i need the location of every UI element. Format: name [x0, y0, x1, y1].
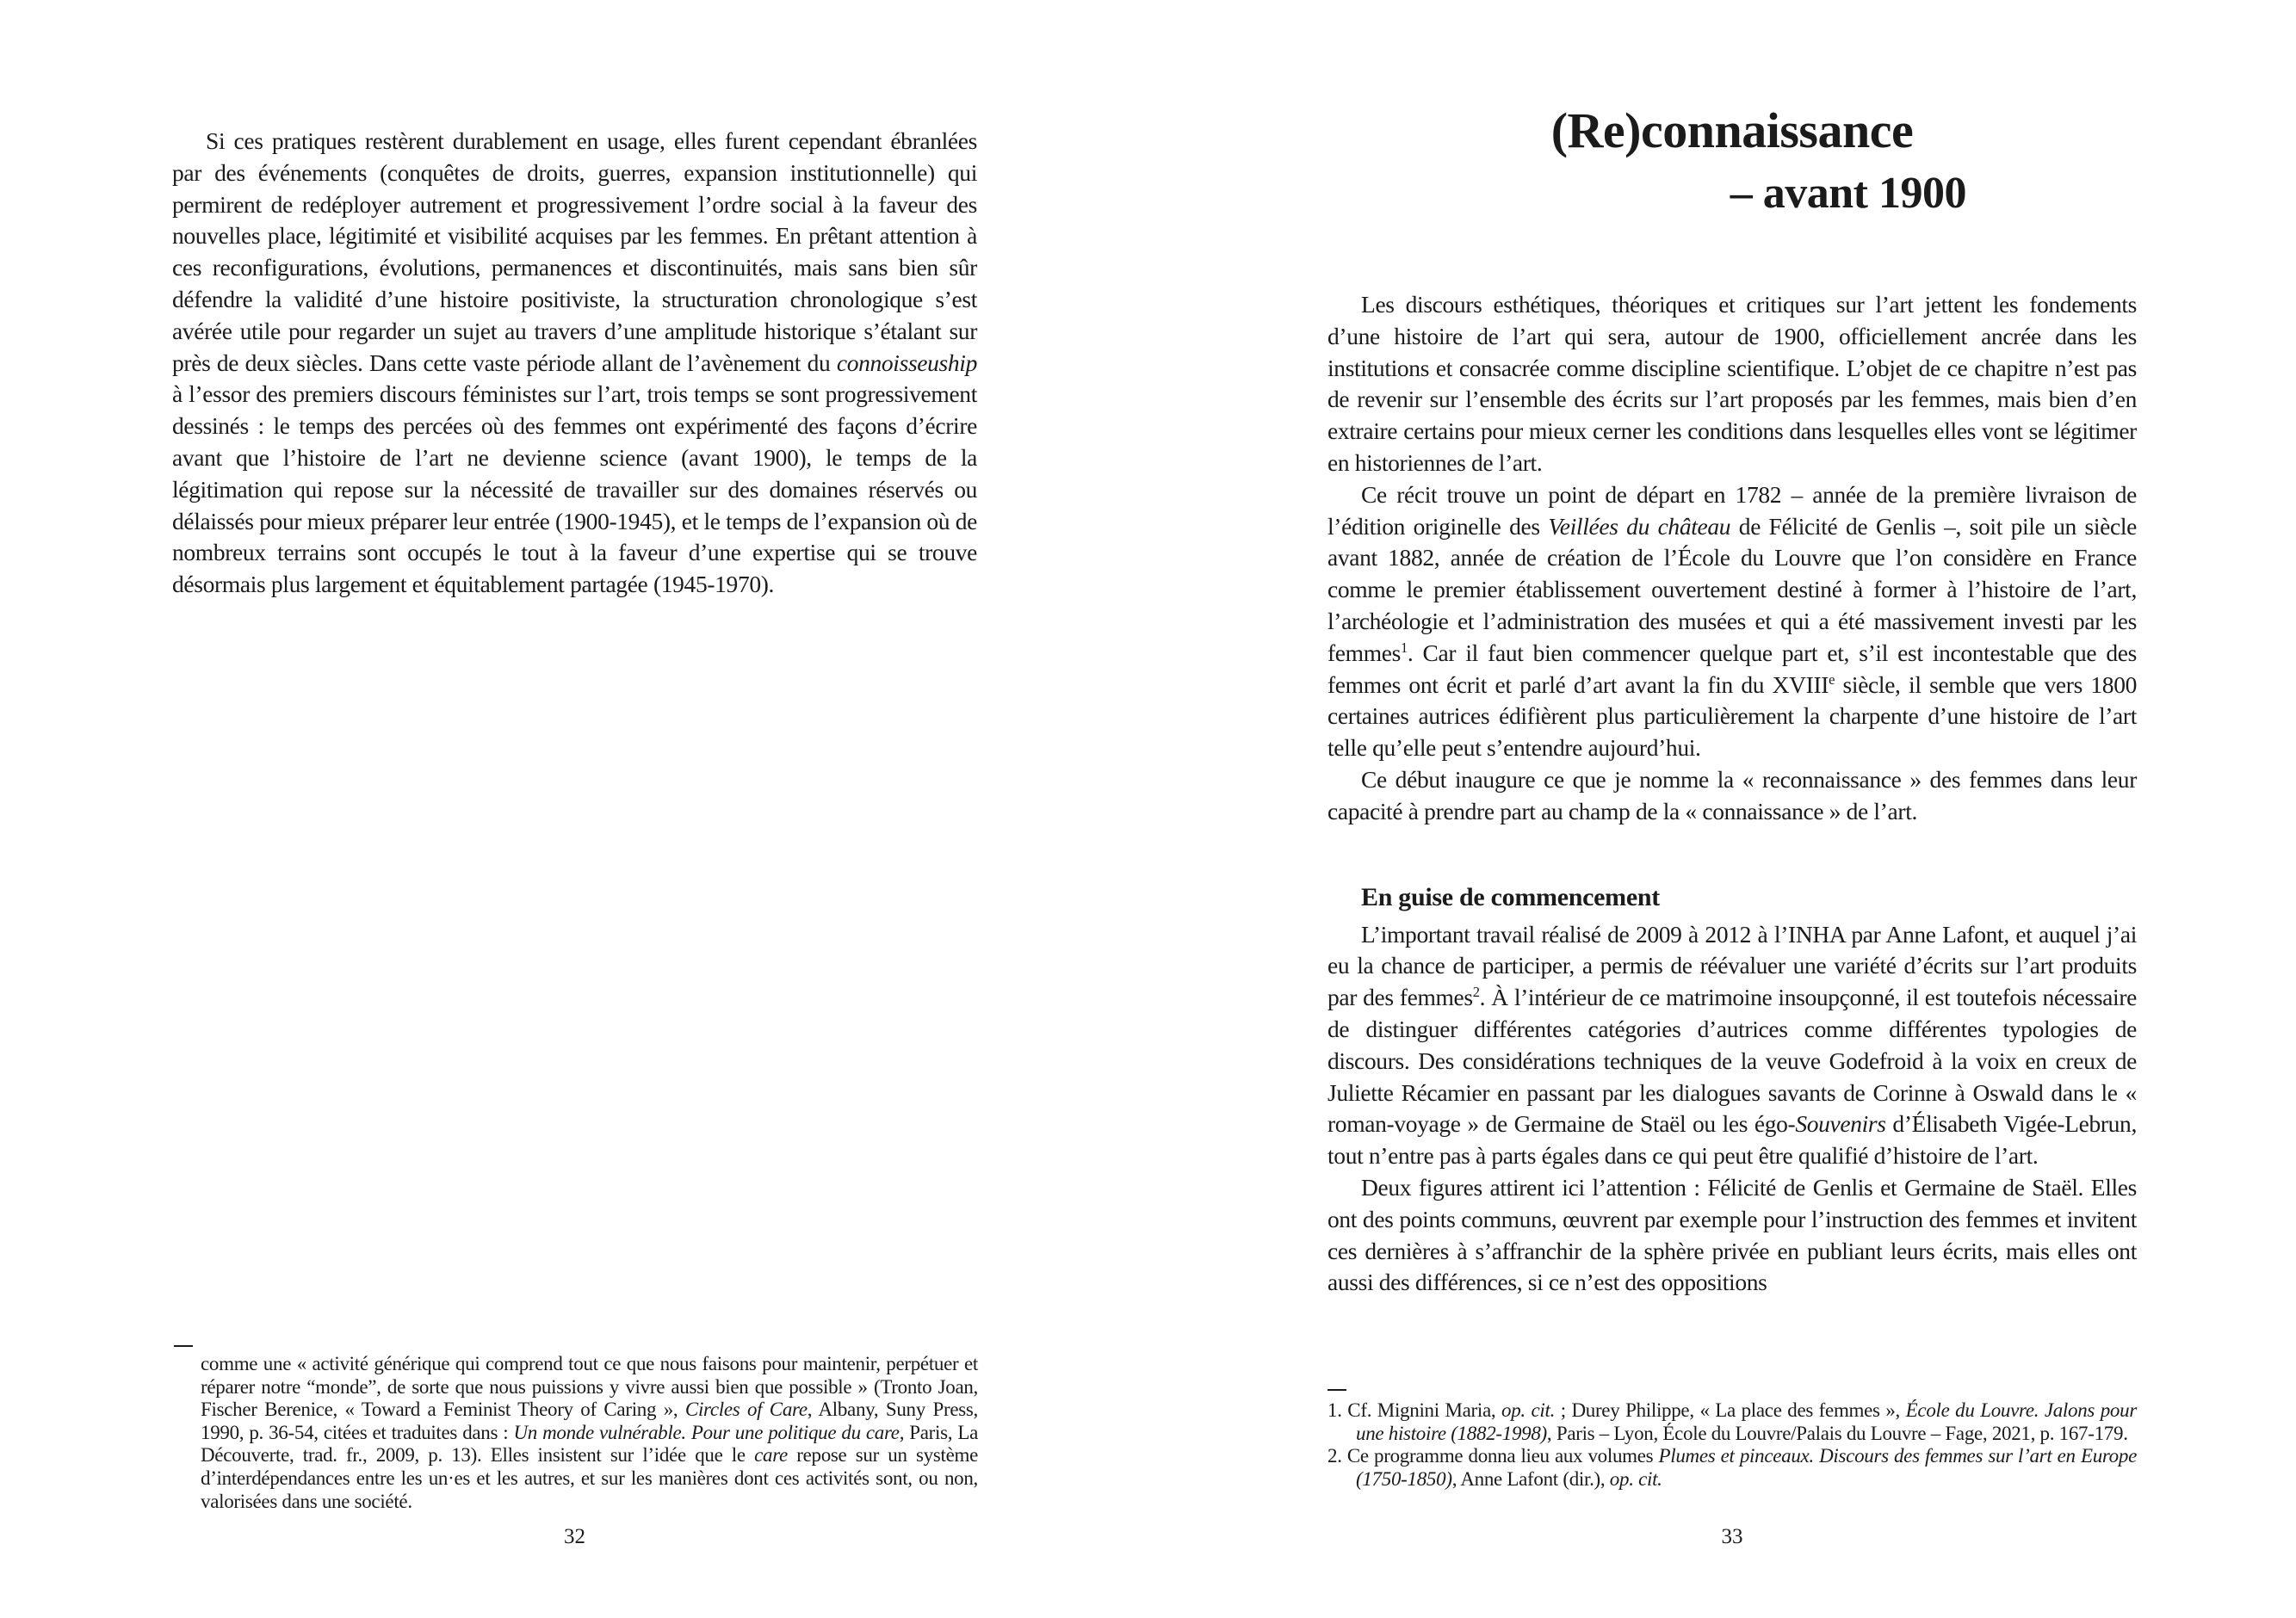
- footnote-2: 2. Ce programme donna lieu aux volumes Plumes et pinceaux. Discours des femmes sur l’art en Europe (1750-1850), Anne Lafont (dir.), op. cit.: [1327, 1445, 2137, 1490]
- body-paragraph: Ce début inaugure ce que je nomme la « reconnaissance » des femmes dans leur capacité à prendre part au champ de la « connaissance » de l’art.: [1327, 765, 2137, 824]
- left-page-body: [172, 126, 977, 601]
- footnotes-block: [1327, 1399, 2137, 1491]
- body-paragraph: Ce récit trouve un point de départ en 1782 – année de la première livraison de l’édition originelle des Veillées du château de Félicité de Genlis –, soit pile un siècle avant 1882, année de création de l’École du Louvre que l’on considère en France comme le premier établissement ouvertement destiné à former à l’histoire de l’art, l’archéologie et l’administration des musées et qui a été massivement investi par les femmes$^1$. Car il faut bien commencer quelque part et, s’il est incontestable que des femmes ont écrit et parlé d’art avant la fin du XVIIIe siècle, il semble que vers 1800 certaines autrices édifièrent plus particulièrement la charpente d’une histoire de l’art telle qu’elle peut s’entendre aujourd’hui.: [1327, 480, 2137, 762]
- footnote-continuation: comme une « activité générique qui comprend tout ce que nous faisons pour maintenir, perpétuer et réparer notre “monde”, de sorte que nous puissions y vivre aussi bien que possible » (Tronto Joan, Fischer Berenice, « Toward a Feminist Theory of Caring », Circles of Care, Albany, Suny Press, 1990, p. 36-54, citées et traduites dans : Un monde vulnérable. Pour une politique du care, Paris, La Découverte, trad. fr., 2009, p. 13). Elles insistent sur l’idée que le care repose sur un système d’interdépendances entre les un·es et les autres, et sur les manières dont ces activités sont, ou non, valorisées dans une société.: [201, 1353, 979, 1512]
- footnote-separator-left: [174, 1345, 193, 1347]
- footnote-1: 1. Cf. Mignini Maria, op. cit. ; Durey Philippe, « La place des femmes », École du Louvre. Jalons pour une histoire (1882-1998), Paris – Lyon, École du Louvre/Palais du Louvre – Fage, 2021, p. 167-179.: [1327, 1399, 2137, 1444]
- body-paragraph: Les discours esthétiques, théoriques et critiques sur l’art jettent les fondements d’une histoire de l’art qui sera, autour de 1900, officiellement ancrée dans les institutions et consacrée comme discipline scientifique. L’objet de ce chapitre n’est pas de revenir sur l’ensemble des écrits sur l’art proposés par les femmes, mais bien d’en extraire certains pour mieux cerner les conditions dans lesquelles elles vont se légitimer en historiennes de l’art.: [1327, 291, 2137, 476]
- chapter-title-line2: – avant 1900: [1730, 169, 1966, 218]
- page-number-left: 32: [564, 1525, 585, 1548]
- section-heading: En guise de commencement: [1361, 882, 1660, 911]
- body-paragraph: Deux figures attirent ici l’attention : Félicité de Genlis et Germaine de Staël. Elles ont des points communs, œuvrent par exemple pour l’instruction des femmes et invitent ces dernières à s’affranchir de la sphère privée en publiant leurs écrits, mais elles ont aussi des différences, si ce n’est des oppositions: [1327, 1173, 2137, 1296]
- chapter-title-line1: (Re)connaissance: [1550, 102, 1914, 158]
- page-number-right: 33: [1721, 1525, 1743, 1548]
- chapter-title: [1327, 100, 2137, 219]
- body-paragraph: L’important travail réalisé de 2009 à 2012 à l’INHA par Anne Lafont, et auquel j’ai eu la chance de participer, a permis de réévaluer une variété d’écrits sur l’art produits par des femmes$^2$. À l’intérieur de ce matrimoine insoupçonné, il est toutefois nécessaire de distinguer différentes catégories d’autrices comme différentes typologies de discours. Des considérations techniques de la veuve Godefroid à la voix en creux de Juliette Récamier en passant par les dialogues savants de Corinne à Oswald dans le « roman-voyage » de Germaine de Staël ou les égo-Souvenirs d’Élisabeth Vigée-Lebrun, tout n’entre pas à parts égales dans ce qui peut être qualifié d’histoire de l’art.: [1327, 920, 2137, 1170]
- footnote-separator-right: [1327, 1389, 1346, 1391]
- body-paragraph: Si ces pratiques restèrent durablement en usage, elles furent cependant ébranlées par des événements (conquêtes de droits, guerres, expansion institutionnelle) qui permirent de redéployer autrement et progressivement l’ordre social à la faveur des nouvelles place, légitimité et visibilité acquises par les femmes. En prêtant attention à ces reconfigurations, évolutions, permanences et discontinuités, mais sans bien sûr défendre la validité d’une histoire positiviste, la structuration chronologique s’est avérée utile pour regarder un sujet au travers d’une amplitude historique s’étalant sur près de deux siècles. Dans cette vaste période allant de l’avènement du connoisseuship à l’essor des premiers discours féministes sur l’art, trois temps se sont progressivement dessinés : le temps des percées où des femmes ont expérimenté des façons d’écrire avant que l’histoire de l’art ne devienne science (avant 1900), le temps de la légitimation qui repose sur la nécessité de travailler sur des domaines réservés ou délaissés pour mieux préparer leur entrée (1900-1945), et le temps de l’expansion où de nombreux terrains sont occupés le tout à la faveur d’une expertise qui se trouve désormais plus largement et équitablement partagée (1945-1970).: [172, 127, 977, 598]
- right-page-body: [1327, 289, 2137, 1299]
